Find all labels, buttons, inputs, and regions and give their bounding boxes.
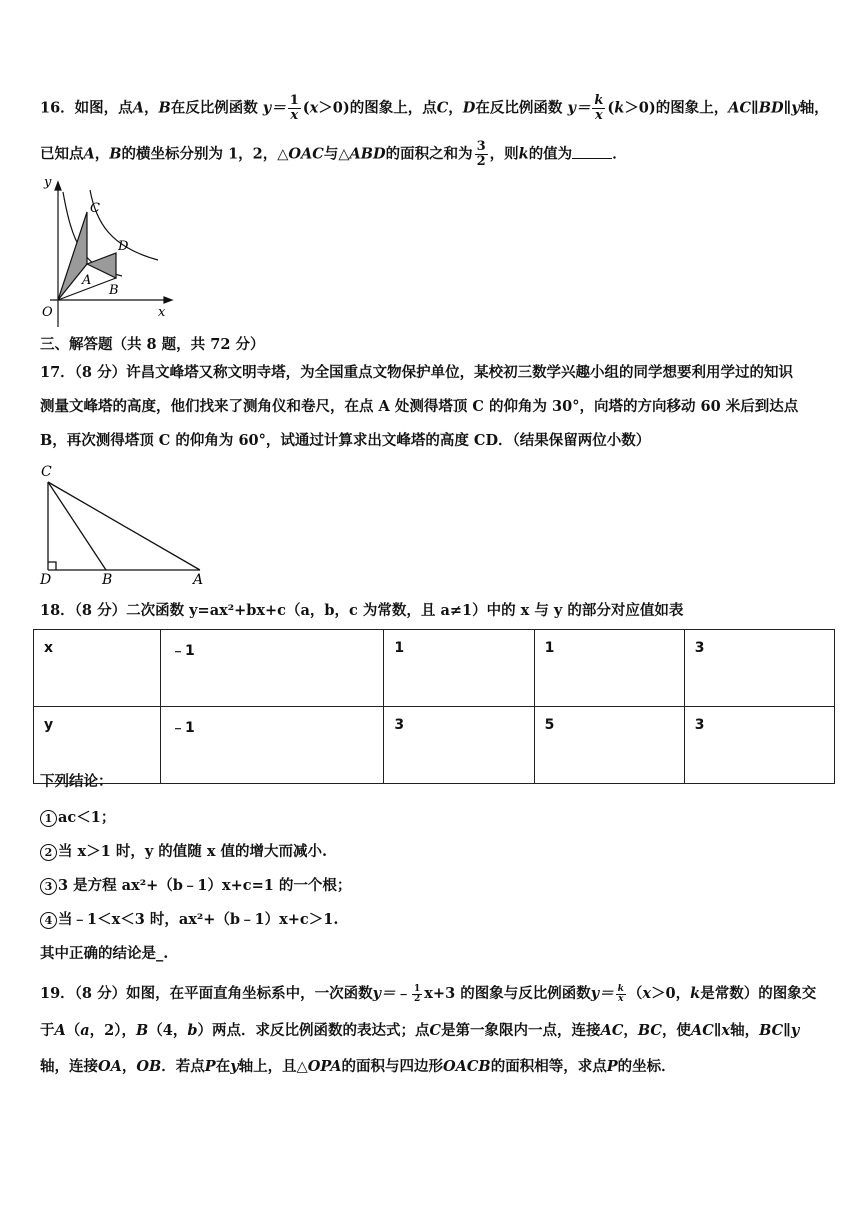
q17-line2: 测量文峰塔的高度，他们找来了测角仪和卷尺，在点 A 处测得塔顶 C 的仰角为 30°，向塔的方向移动 60 米后到达点 (40, 398, 799, 415)
q16-text: 的横坐标分别为 1，2，△ (121, 145, 289, 163)
circled-number: 3 (40, 878, 57, 895)
frac-denominator: 2 (476, 154, 486, 169)
q19-var: AC (690, 1022, 714, 1039)
q19-frac-k-over-x (616, 985, 626, 1004)
q17-label-c: C (41, 464, 52, 480)
q16-label-x: x (158, 305, 166, 320)
q19-text: ，2）， (89, 1022, 137, 1039)
q19-var: x (721, 1022, 731, 1039)
q19-text: x+3 的图象与反比例函数 (424, 985, 591, 1002)
q19-text: 的面积相等，求点 (490, 1058, 607, 1075)
q16-text: 16．如图，点 (40, 99, 133, 117)
frac-denominator: x (595, 108, 603, 123)
q19-text: ， (121, 1058, 137, 1075)
q16-frac-k-over-x (592, 94, 605, 123)
q18-item-text: ac＜1； (58, 809, 116, 826)
q17-label-b: B (102, 572, 113, 588)
table-cell: x (34, 630, 161, 707)
q18-item-text: 当﹣1＜x＜3 时，ax²+（b﹣1）x+c＞1. (58, 911, 339, 928)
q16-func2-lhs: y＝ (567, 99, 591, 117)
q19-text: 在 (215, 1058, 231, 1075)
q19-var: BC (759, 1022, 784, 1039)
q16-var: B (109, 145, 122, 163)
q16-var: B (158, 99, 171, 117)
q16-var: k (518, 145, 529, 163)
table-cell: ﹣1 (161, 630, 384, 707)
q16-line2 (40, 140, 627, 169)
q16-var: D (462, 99, 476, 117)
q19-var: b (187, 1022, 198, 1039)
frac-numerator: k (594, 93, 604, 108)
q19-line2 (40, 1021, 799, 1041)
q18-item-text: 3 是方程 ax²+（b﹣1）x+c=1 的一个根； (58, 877, 352, 894)
q19-text: ∥ (783, 1022, 791, 1039)
frac-numerator: 1 (289, 93, 299, 108)
q19-eq: y＝ (590, 985, 614, 1002)
q16-var: k (614, 99, 625, 117)
frac-numerator: k (617, 983, 624, 994)
q16-label-b: B (109, 283, 119, 298)
table-cell: 5 (534, 707, 684, 784)
q19-var: AC (600, 1022, 624, 1039)
q19-text: 轴，连接 (40, 1058, 98, 1075)
q16-text: 在反比例函数 (170, 99, 258, 117)
q19-text: ∥ (713, 1022, 722, 1039)
q18-intro: 18．（8 分）二次函数 y=ax²+bx+c（a，b，c 为常数，且 a≠1）中的 x 与 y 的部分对应值如表 (40, 602, 684, 619)
q16-text: 轴， (799, 99, 829, 117)
q16-parallel: AC∥BD∥ (728, 99, 792, 117)
circled-number: 2 (40, 844, 57, 861)
q16-var: C (436, 99, 449, 117)
q17-line-cb (48, 482, 106, 570)
q19-text: ）两点．求反比例函数的表达式；点 (197, 1022, 430, 1039)
q19-var: x (642, 985, 652, 1002)
table-cell: 1 (534, 630, 684, 707)
q19-text: ．若点 (161, 1058, 205, 1075)
q16-text: ． (612, 145, 627, 163)
q16-label-a: A (82, 273, 92, 288)
q16-text: ， (94, 145, 110, 163)
frac-numerator: 1 (414, 983, 421, 994)
q16-frac-1-over-x (288, 94, 301, 123)
q19-line3 (40, 1057, 676, 1077)
circled-number: 1 (40, 810, 57, 827)
q19-var: P (606, 1058, 618, 1075)
q19-line1 (40, 984, 816, 1004)
q16-var: A (132, 99, 144, 117)
circled-number: 4 (40, 912, 57, 929)
q18-answer: 其中正确的结论是_. (40, 945, 169, 962)
frac-numerator: 3 (476, 139, 486, 154)
q16-label-c: C (90, 201, 100, 216)
q17-line1: 17．（8 分）许昌文峰塔又称文明寺塔，为全国重点文物保护单位，某校初三数学兴趣小组的同学想要利用学过的知识 (40, 364, 794, 381)
table-row (34, 707, 835, 784)
frac-denominator: x (290, 108, 299, 123)
q16-text: 的值为 (528, 145, 573, 163)
table-cell: 3 (684, 707, 834, 784)
q19-var: OPA (307, 1058, 342, 1075)
table-cell: ﹣1 (161, 707, 384, 784)
q16-text: ＞0)的图象上，点 (318, 99, 437, 117)
q16-line1 (40, 94, 829, 123)
table-row (34, 630, 835, 707)
q16-text: ＞0)的图象上， (624, 99, 729, 117)
q19-frac-1-over-2 (412, 985, 422, 1004)
q19-var: BC (637, 1022, 662, 1039)
q17-line-ca (48, 482, 200, 570)
table-cell: 1 (384, 630, 534, 707)
q16-label-y: y (44, 175, 52, 190)
q19-text: （ (627, 985, 643, 1002)
q19-var: B (136, 1022, 149, 1039)
q18-item-1 (40, 808, 115, 828)
q19-text: ，使 (661, 1022, 691, 1039)
q17-figure (36, 458, 210, 590)
q19-text: 19．（8 分）如图，在平面直角坐标系中，一次函数 (40, 985, 373, 1002)
q19-var: OB (136, 1058, 162, 1075)
q19-var: OACB (443, 1058, 491, 1075)
q17-label-d: D (40, 572, 52, 588)
q16-var: y (791, 99, 800, 117)
q19-text: 的面积与四边形 (341, 1058, 444, 1075)
q16-var: A (83, 145, 95, 163)
q19-text: 轴， (730, 1022, 760, 1039)
q19-text: ＞0， (651, 985, 691, 1002)
q19-var: A (54, 1022, 66, 1039)
q16-text: ，则 (489, 145, 519, 163)
frac-denominator: x (618, 993, 624, 1004)
q18-item-2 (40, 842, 327, 862)
q18-item-3 (40, 876, 351, 896)
q18-item-4 (40, 910, 338, 930)
q16-text: 的面积之和为 (385, 145, 473, 163)
q19-text: （ (65, 1022, 81, 1039)
q19-var: C (429, 1022, 442, 1039)
table-cell: 3 (684, 630, 834, 707)
table-cell: y (34, 707, 161, 784)
q16-text: ， (143, 99, 159, 117)
q17-right-angle-mark (48, 562, 56, 570)
q18-value-table (33, 629, 835, 784)
q19-text: 是常数）的图象交 (700, 985, 817, 1002)
q19-eq: y＝﹣ (372, 985, 411, 1002)
q16-text: ， (448, 99, 463, 117)
q16-var: OAC (288, 145, 324, 163)
section-header: 三、解答题（共 8 题，共 72 分） (40, 336, 265, 353)
table-cell: 3 (384, 707, 534, 784)
q16-label-o: O (42, 305, 53, 320)
q16-y-axis-arrow (55, 182, 61, 190)
q19-text: 的坐标． (617, 1058, 676, 1075)
frac-denominator: 2 (414, 993, 421, 1004)
q19-var: y (230, 1058, 239, 1075)
answer-blank (572, 144, 612, 159)
q19-text: 于 (40, 1022, 55, 1039)
q17-label-a: A (193, 572, 204, 588)
q19-var: OA (98, 1058, 122, 1075)
q19-text: 是第一象限内一点，连接 (441, 1022, 601, 1039)
q16-text: 在反比例函数 (475, 99, 563, 117)
q16-func1-lhs: y＝ (262, 99, 286, 117)
q17-line3: B，再次测得塔顶 C 的仰角为 60°，试通过计算求出文峰塔的高度 CD．（结果保留两位小数） (40, 432, 651, 449)
q19-var: k (690, 985, 701, 1002)
q18-conclusions-title: 下列结论： (40, 773, 113, 790)
q19-text: ， (623, 1022, 638, 1039)
q19-var: y (790, 1022, 800, 1039)
q19-text: （4， (148, 1022, 188, 1039)
q16-var: ABD (349, 145, 386, 163)
q16-text: 与△ (323, 145, 350, 163)
q16-label-d: D (118, 239, 129, 254)
q16-figure (30, 172, 180, 330)
q16-text: ( (607, 99, 615, 117)
q16-text: ( (302, 99, 310, 117)
q16-x-axis-arrow (164, 297, 172, 303)
q19-var: a (80, 1022, 90, 1039)
q19-text: 轴上，且△ (238, 1058, 308, 1075)
q16-var: x (309, 99, 319, 117)
q16-text: 已知点 (40, 145, 84, 163)
q18-item-text: 当 x＞1 时，y 的值随 x 值的增大而减小. (58, 843, 328, 860)
q16-frac-3-over-2 (475, 140, 488, 169)
q19-var: P (204, 1058, 216, 1075)
